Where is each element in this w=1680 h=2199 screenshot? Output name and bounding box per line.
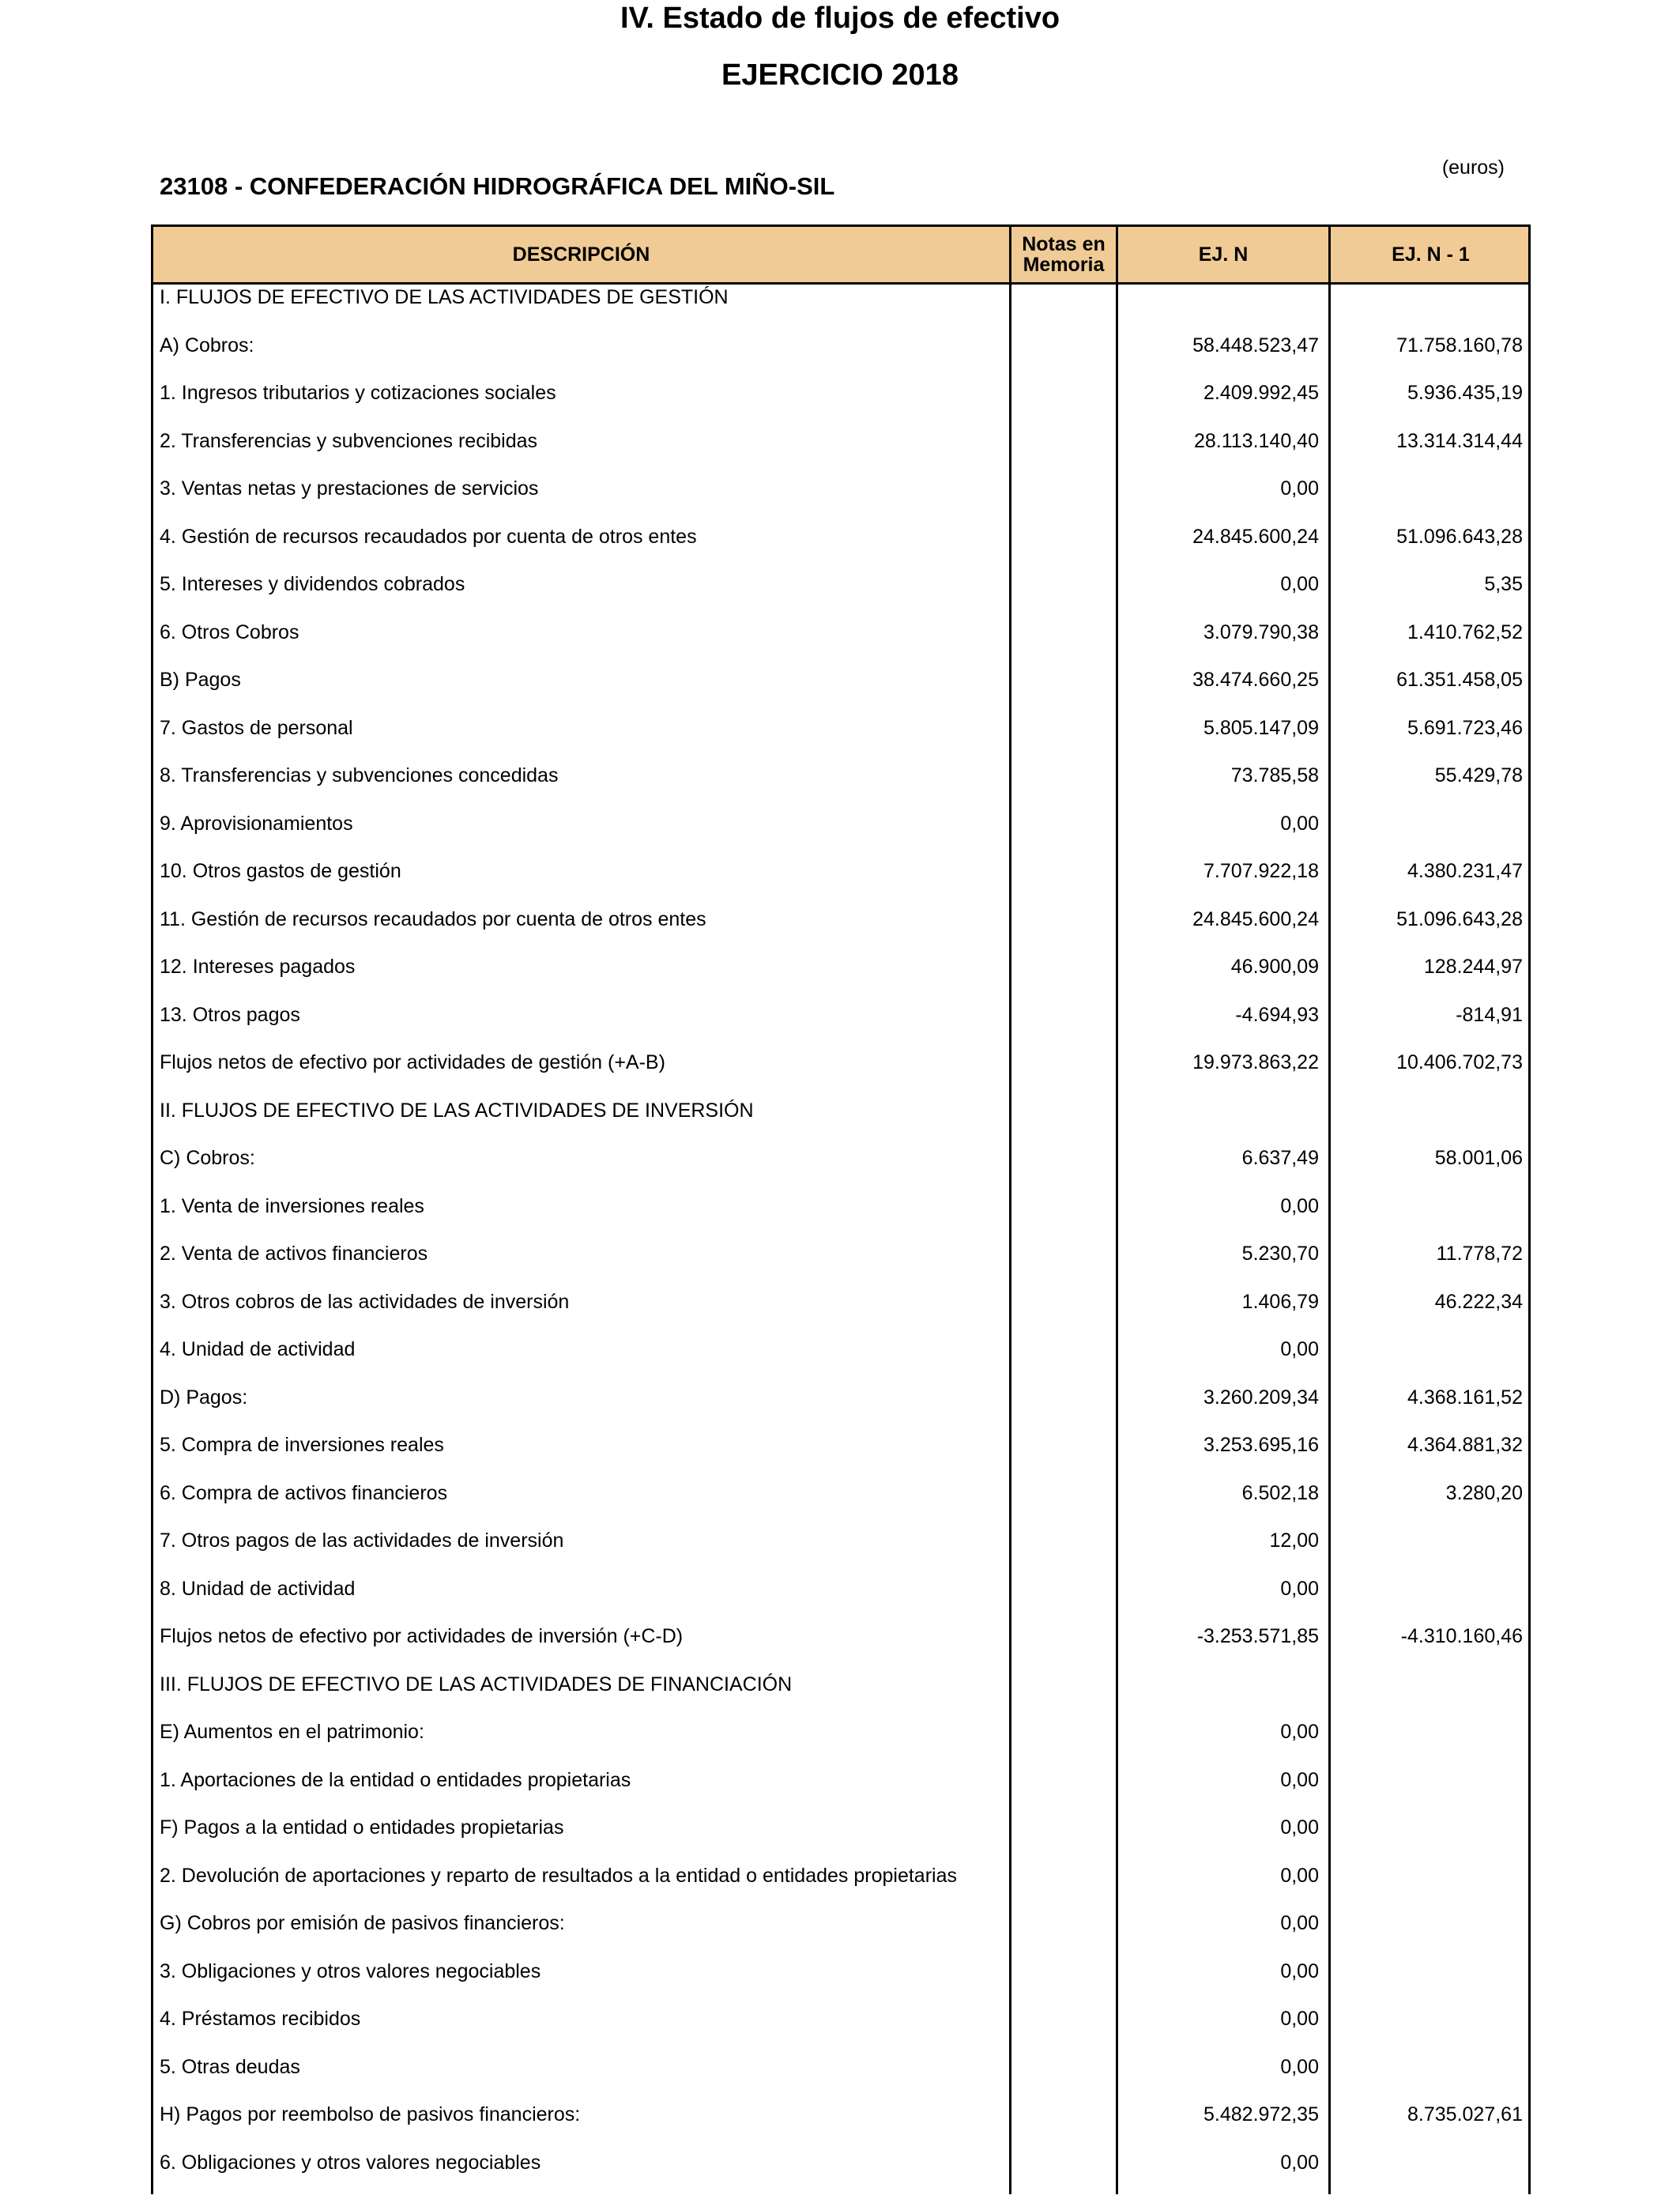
row-description: H) Pagos por reembolso de pasivos financieros: [160, 2103, 581, 2125]
row-description: 1. Ingresos tributarios y cotizaciones sociales [160, 382, 556, 404]
row-value-ej-n: 3.260.209,34 [1203, 1386, 1319, 1409]
row-description: 4. Préstamos recibidos [160, 2008, 361, 2030]
row-description: 7. Otros pagos de las actividades de inversión [160, 1529, 564, 1552]
row-value-ej-n: 38.474.660,25 [1192, 669, 1319, 691]
row-description: 6. Otros Cobros [160, 620, 299, 643]
row-value-ej-n: 1.406,79 [1241, 1290, 1319, 1313]
row-description: 5. Compra de inversiones reales [160, 1434, 444, 1456]
row-value-ej-n1: 5.936.435,19 [1407, 382, 1523, 404]
table-row [153, 1100, 1528, 1147]
table-row [153, 860, 1528, 907]
row-description: 4. Gestión de recursos recaudados por cuenta de otros entes [160, 525, 697, 548]
row-description: 4. Unidad de actividad [160, 1338, 356, 1360]
row-description: 6. Obligaciones y otros valores negociables [160, 2151, 541, 2174]
row-value-ej-n1: 1.410.762,52 [1407, 620, 1523, 643]
row-value-ej-n1: 61.351.458,05 [1396, 669, 1523, 691]
row-value-ej-n: 0,00 [1280, 1912, 1319, 1934]
row-value-ej-n: 0,00 [1280, 573, 1319, 595]
table-row [153, 334, 1528, 382]
row-description: F) Pagos a la entidad o entidades propietarias [160, 1816, 564, 1839]
table-row [153, 1004, 1528, 1051]
row-value-ej-n1: 4.368.161,52 [1407, 1386, 1523, 1409]
row-value-ej-n1: 4.364.881,32 [1407, 1434, 1523, 1456]
header-ej-n: EJ. N [1198, 243, 1249, 266]
row-description: II. FLUJOS DE EFECTIVO DE LAS ACTIVIDADES DE INVERSIÓN [160, 1099, 754, 1122]
row-description: 3. Otros cobros de las actividades de inversión [160, 1290, 570, 1313]
page-subtitle: EJERCICIO 2018 [721, 58, 959, 92]
table-row [153, 286, 1528, 334]
row-value-ej-n1: 5.691.723,46 [1407, 716, 1523, 739]
table-row [153, 1338, 1528, 1386]
row-description: 1. Aportaciones de la entidad o entidades propietarias [160, 1768, 631, 1791]
header-notas-line1: Notas en [1022, 233, 1106, 255]
row-value-ej-n1: 4.380.231,47 [1407, 860, 1523, 882]
row-value-ej-n1: 11.778,72 [1436, 1243, 1523, 1265]
row-description: 8. Unidad de actividad [160, 1577, 356, 1600]
row-value-ej-n: 73.785,58 [1230, 764, 1319, 786]
row-value-ej-n1: 71.758.160,78 [1396, 334, 1523, 356]
table-row [153, 1291, 1528, 1338]
row-value-ej-n: 0,00 [1280, 2055, 1319, 2078]
row-value-ej-n: 0,00 [1280, 1577, 1319, 1600]
table-row [153, 1195, 1528, 1243]
row-value-ej-n1: 55.429,78 [1434, 764, 1523, 786]
row-value-ej-n: 12,00 [1269, 1529, 1319, 1552]
table-row [153, 1865, 1528, 1912]
row-value-ej-n: -4.694,93 [1235, 1003, 1319, 1026]
table-row [153, 717, 1528, 764]
row-description: 11. Gestión de recursos recaudados por cuenta de otros entes [160, 907, 706, 930]
row-description: I. FLUJOS DE EFECTIVO DE LAS ACTIVIDADES DE GESTIÓN [160, 286, 729, 308]
row-description: 5. Otras deudas [160, 2055, 300, 2078]
row-value-ej-n: 19.973.863,22 [1192, 1051, 1319, 1073]
row-value-ej-n: 5.805.147,09 [1203, 716, 1319, 739]
row-value-ej-n1: 8.735.027,61 [1407, 2103, 1523, 2125]
table-row [153, 621, 1528, 669]
header-ej-n1: EJ. N - 1 [1392, 243, 1470, 266]
row-description: 3. Ventas netas y prestaciones de servicios [160, 477, 539, 500]
row-description: 7. Gastos de personal [160, 716, 353, 739]
header-notas-line2: Memoria [1023, 254, 1105, 276]
page-title: IV. Estado de flujos de efectivo [620, 2, 1060, 35]
table-row [153, 1912, 1528, 1959]
row-description: B) Pagos [160, 669, 241, 691]
table-row [153, 1147, 1528, 1194]
row-value-ej-n: 6.637,49 [1241, 1147, 1319, 1169]
row-value-ej-n1: 46.222,34 [1434, 1290, 1523, 1313]
row-value-ej-n1: 3.280,20 [1445, 1481, 1523, 1504]
table-row [153, 1434, 1528, 1481]
row-description: C) Cobros: [160, 1147, 255, 1169]
row-description: Flujos netos de efectivo por actividades de inversión (+C-D) [160, 1625, 684, 1647]
table-row [153, 956, 1528, 1003]
row-value-ej-n: 0,00 [1280, 1959, 1319, 1982]
row-value-ej-n1: 128.244,97 [1423, 956, 1523, 978]
row-value-ej-n1: -4.310.160,46 [1400, 1625, 1523, 1647]
row-value-ej-n1: -814,91 [1456, 1003, 1523, 1026]
row-value-ej-n1: 51.096.643,28 [1396, 525, 1523, 548]
row-description: 8. Transferencias y subvenciones concedidas [160, 764, 559, 786]
row-value-ej-n: 5.230,70 [1241, 1243, 1319, 1265]
row-description: 1. Venta de inversiones reales [160, 1194, 424, 1217]
row-value-ej-n: 0,00 [1280, 2151, 1319, 2174]
row-value-ej-n: 0,00 [1280, 2008, 1319, 2030]
row-description: E) Aumentos en el patrimonio: [160, 1721, 424, 1743]
table-header [153, 227, 1528, 285]
row-value-ej-n1: 58.001,06 [1434, 1147, 1523, 1169]
table-row [153, 2056, 1528, 2103]
table-row [153, 1482, 1528, 1529]
row-value-ej-n: 3.079.790,38 [1203, 620, 1319, 643]
table-row [153, 764, 1528, 812]
units-label: (euros) [1441, 157, 1505, 179]
table-row [153, 382, 1528, 429]
row-value-ej-n: 0,00 [1280, 477, 1319, 500]
table-row [153, 1051, 1528, 1099]
row-value-ej-n: 6.502,18 [1241, 1481, 1319, 1504]
row-description: Flujos netos de efectivo por actividades de gestión (+A-B) [160, 1051, 665, 1073]
table-body [153, 285, 1528, 2194]
header-descripcion: DESCRIPCIÓN [512, 243, 650, 266]
row-description: G) Cobros por emisión de pasivos financieros: [160, 1912, 565, 1934]
row-value-ej-n: -3.253.571,85 [1196, 1625, 1319, 1647]
row-description: 3. Obligaciones y otros valores negociables [160, 1959, 541, 1982]
table-row [153, 2103, 1528, 2151]
row-description: 6. Compra de activos financieros [160, 1481, 448, 1504]
header-notas [1011, 227, 1116, 282]
table-row [153, 1769, 1528, 1816]
table-row [153, 2152, 1528, 2199]
row-value-ej-n: 24.845.600,24 [1192, 907, 1319, 930]
table-row [153, 1625, 1528, 1673]
row-value-ej-n: 2.409.992,45 [1203, 382, 1319, 404]
table-row [153, 1243, 1528, 1290]
row-value-ej-n: 0,00 [1280, 1816, 1319, 1839]
row-description: 5. Intereses y dividendos cobrados [160, 573, 465, 595]
row-value-ej-n: 0,00 [1280, 812, 1319, 835]
table-row [153, 1721, 1528, 1768]
row-value-ej-n: 3.253.695,16 [1203, 1434, 1319, 1456]
row-description: 2. Transferencias y subvenciones recibidas [160, 429, 538, 452]
row-value-ej-n: 0,00 [1280, 1768, 1319, 1791]
row-value-ej-n: 28.113.140,40 [1193, 429, 1319, 452]
row-description: 12. Intereses pagados [160, 956, 356, 978]
table-row [153, 526, 1528, 573]
row-description: A) Cobros: [160, 334, 254, 356]
table-row [153, 669, 1528, 716]
table-row [153, 1386, 1528, 1434]
row-value-ej-n1: 13.314.314,44 [1396, 429, 1523, 452]
row-value-ej-n: 0,00 [1280, 1338, 1319, 1360]
table-row [153, 573, 1528, 620]
table-row [153, 908, 1528, 956]
row-value-ej-n1: 5,35 [1484, 573, 1523, 595]
table-row [153, 1578, 1528, 1625]
row-value-ej-n: 46.900,09 [1230, 956, 1319, 978]
entity-name: 23108 - CONFEDERACIÓN HIDROGRÁFICA DEL MIÑO-SIL [160, 172, 835, 200]
table-row [153, 477, 1528, 525]
row-value-ej-n1: 51.096.643,28 [1396, 907, 1523, 930]
row-value-ej-n: 58.448.523,47 [1192, 334, 1319, 356]
row-description: 10. Otros gastos de gestión [160, 860, 401, 882]
table-row [153, 1529, 1528, 1577]
table-row [153, 1816, 1528, 1864]
cash-flow-table [151, 224, 1531, 2194]
row-description: 2. Devolución de aportaciones y reparto de resultados a la entidad o entidades propietarias [160, 1864, 957, 1887]
table-row [153, 2008, 1528, 2055]
table-row [153, 1673, 1528, 1721]
row-value-ej-n: 7.707.922,18 [1203, 860, 1319, 882]
row-value-ej-n: 24.845.600,24 [1192, 525, 1319, 548]
row-description: 2. Venta de activos financieros [160, 1243, 428, 1265]
row-value-ej-n1: 10.406.702,73 [1396, 1051, 1523, 1073]
row-description: III. FLUJOS DE EFECTIVO DE LAS ACTIVIDADES DE FINANCIACIÓN [160, 1673, 793, 1695]
row-value-ej-n: 0,00 [1280, 1864, 1319, 1887]
row-description: D) Pagos: [160, 1386, 248, 1409]
table-row [153, 813, 1528, 860]
table-row [153, 1960, 1528, 2008]
row-description: 13. Otros pagos [160, 1003, 300, 1026]
row-value-ej-n: 0,00 [1280, 1194, 1319, 1217]
row-value-ej-n: 0,00 [1280, 1721, 1319, 1743]
row-value-ej-n: 5.482.972,35 [1203, 2103, 1319, 2125]
table-row [153, 430, 1528, 477]
row-description: 9. Aprovisionamientos [160, 812, 353, 835]
